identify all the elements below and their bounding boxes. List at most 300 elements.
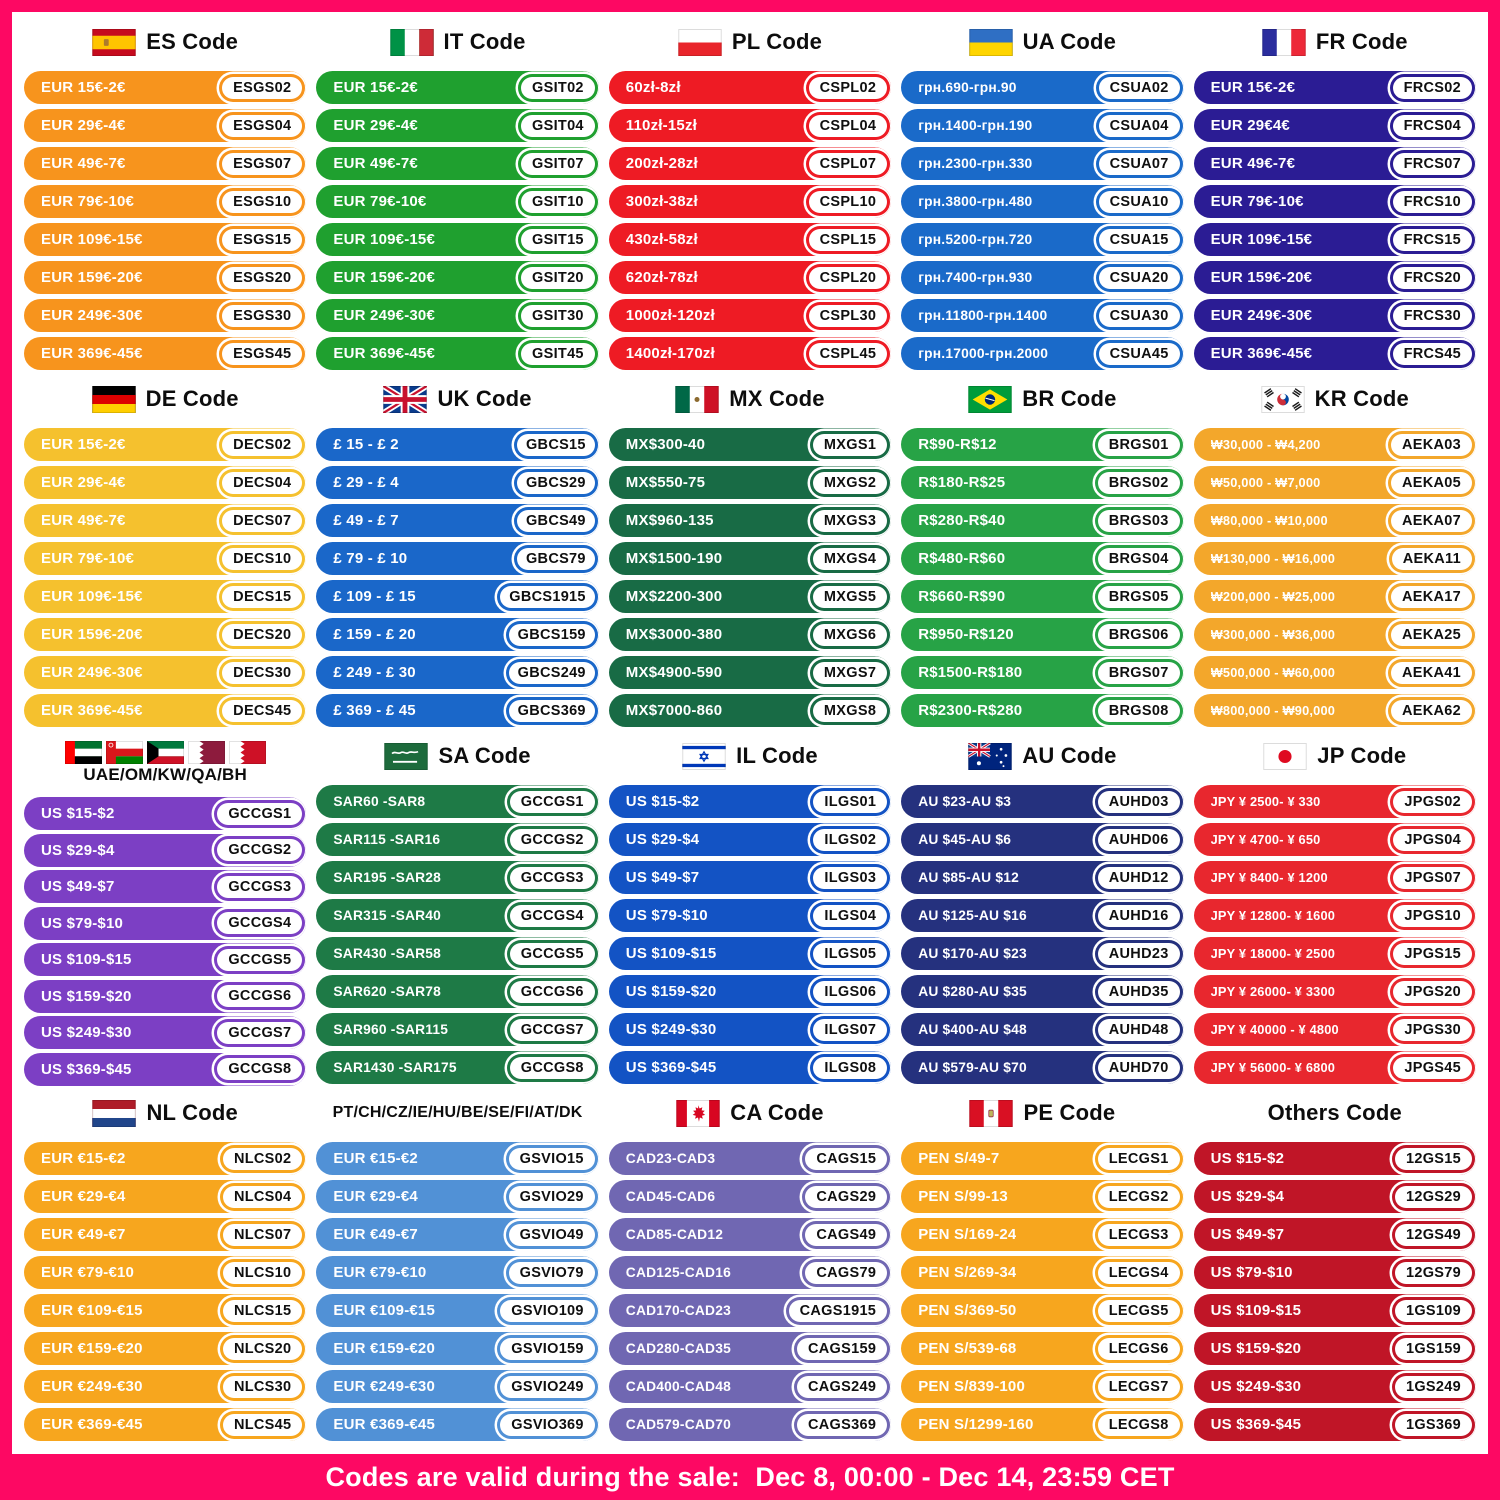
coupon-code: GCCGS3	[217, 876, 302, 898]
coupon-pill-de-5	[24, 618, 306, 651]
coupon-pill-others-2	[1194, 1218, 1476, 1251]
coupon-code: AEKA62	[1391, 700, 1472, 722]
coupon-pill-gbcs-5	[316, 618, 598, 651]
price-range: ₩200,000 - ₩25,000	[1210, 589, 1336, 604]
price-range: US $249-$30	[625, 1021, 717, 1038]
coupon-code: CSPL07	[809, 153, 888, 175]
mx-flag-icon	[675, 386, 719, 413]
coupon-pill-es-3	[24, 185, 306, 218]
footer-bar	[0, 1454, 1500, 1500]
coupon-pill-gcc-1	[24, 834, 306, 867]
price-range: £ 29 - £ 4	[333, 474, 399, 491]
coupon-code: CSPL15	[809, 229, 888, 251]
price-range: EUR 79€-10€	[1210, 193, 1304, 210]
coupon-pill-gbcs-1	[316, 466, 598, 499]
price-range: SAR1430 -SAR175	[333, 1060, 457, 1075]
coupon-code: ESGS04	[222, 115, 302, 137]
coupon-pill-au-3	[901, 899, 1183, 932]
coupon-pill-pl-6	[609, 299, 891, 332]
price-range: EUR 159€-20€	[333, 269, 436, 286]
coupon-pill-nl-3	[24, 1256, 306, 1289]
price-range: AU $45-AU $6	[918, 832, 1012, 847]
coupon-code: BRGS07	[1098, 662, 1180, 684]
price-range: AU $125-AU $16	[918, 908, 1027, 923]
coupon-code: NLCS45	[223, 1414, 302, 1436]
price-range: ₩500,000 - ₩60,000	[1210, 665, 1336, 680]
coupon-code: NLCS02	[223, 1148, 302, 1170]
coupon-list	[901, 66, 1183, 375]
coupon-pill-br-5	[901, 618, 1183, 651]
coupon-board	[12, 12, 1488, 1454]
price-range: PEN S/369-50	[918, 1302, 1017, 1319]
coupon-pill-ca-1	[609, 1180, 891, 1213]
coupon-code: AUHD23	[1098, 943, 1180, 965]
price-range: EUR €249-€30	[41, 1378, 143, 1395]
section-kr	[1194, 375, 1476, 732]
coupon-code: DECS02	[222, 434, 302, 456]
coupon-code: CSUA15	[1099, 229, 1180, 251]
coupon-list	[316, 1137, 598, 1446]
coupon-pill-kr-6	[1194, 656, 1476, 689]
coupon-code: CSUA10	[1099, 191, 1180, 213]
coupon-pill-br-2	[901, 504, 1183, 537]
coupon-pill-pe-4	[901, 1294, 1183, 1327]
coupon-pill-ua-6	[901, 299, 1183, 332]
coupon-pill-others-1	[1194, 1180, 1476, 1213]
coupon-code: AEKA11	[1392, 548, 1472, 570]
section-title: SA Code	[438, 743, 531, 768]
coupon-pill-sa-4	[316, 937, 598, 970]
coupon-pill-de-1	[24, 466, 306, 499]
price-range: CAD45-CAD6	[625, 1189, 716, 1204]
coupon-code: FRCS04	[1393, 115, 1472, 137]
price-range: ₩130,000 - ₩16,000	[1210, 551, 1336, 566]
price-range: EUR 15€-2€	[333, 79, 418, 96]
uk-flag-icon	[383, 386, 427, 413]
coupon-code: CSPL04	[809, 115, 888, 137]
coupon-code: GSIT10	[521, 191, 595, 213]
coupon-pill-nl-6	[24, 1370, 306, 1403]
coupon-code: AUHD16	[1098, 905, 1180, 927]
coupon-pill-es-5	[24, 261, 306, 294]
coupon-code: NLCS20	[223, 1338, 302, 1360]
coupon-code: JPGS02	[1393, 791, 1472, 813]
coupon-code: AEKA05	[1391, 472, 1472, 494]
coupon-list	[316, 780, 598, 1089]
price-range: JPY ¥ 12800- ¥ 1600	[1210, 908, 1336, 923]
coupon-code: AUHD35	[1098, 981, 1180, 1003]
coupon-pill-pe-3	[901, 1256, 1183, 1289]
coupon-pill-jp-5	[1194, 975, 1476, 1008]
coupon-pill-pe-5	[901, 1332, 1183, 1365]
coupon-code: GSVIO15	[509, 1148, 595, 1170]
price-range: JPY ¥ 2500- ¥ 330	[1210, 794, 1321, 809]
coupon-pill-au-1	[901, 823, 1183, 856]
coupon-pill-gcc-7	[24, 1053, 306, 1086]
coupon-pill-gsvio-3	[316, 1256, 598, 1289]
coupon-pill-ua-2	[901, 147, 1183, 180]
coupon-pill-il-1	[609, 823, 891, 856]
coupon-pill-others-6	[1194, 1370, 1476, 1403]
sa-flag-icon	[384, 743, 428, 770]
price-range: грн.2300-грн.330	[918, 156, 1033, 171]
price-range: EUR 49€-7€	[41, 155, 126, 172]
coupon-code: ESGS02	[222, 77, 302, 99]
price-range: EUR €249-€30	[333, 1378, 436, 1395]
section-title: PE Code	[1023, 1100, 1116, 1125]
price-range: EUR 159€-20€	[41, 626, 143, 643]
price-range: £ 249 - £ 30	[333, 664, 416, 681]
coupon-code: ESGS10	[222, 191, 302, 213]
coupon-code: GCCGS2	[217, 839, 302, 861]
section-header	[24, 732, 306, 794]
coupon-pill-jp-2	[1194, 861, 1476, 894]
coupon-pill-others-7	[1194, 1408, 1476, 1441]
price-range: R$480-R$60	[918, 550, 1006, 567]
price-range: EUR 249€-30€	[333, 307, 436, 324]
price-range: MX$1500-190	[625, 550, 723, 567]
price-range: EUR 159€-20€	[41, 269, 143, 286]
coupon-code: AUHD06	[1098, 829, 1180, 851]
coupon-list	[316, 66, 598, 375]
section-ua	[901, 18, 1183, 375]
coupon-pill-es-4	[24, 223, 306, 256]
section-pl	[609, 18, 891, 375]
kw-flag-icon	[147, 741, 184, 764]
price-range: грн.11800-грн.1400	[918, 308, 1048, 323]
coupon-code: GCCGS7	[217, 1022, 302, 1044]
section-title: KR Code	[1314, 386, 1409, 411]
price-range: US $49-$7	[1210, 1226, 1285, 1243]
coupon-code: ILGS03	[813, 867, 887, 889]
coupon-code: GBCS49	[517, 510, 595, 532]
section-header	[24, 1089, 306, 1137]
coupon-code: GBCS1915	[500, 586, 595, 608]
price-range: CAD23-CAD3	[625, 1151, 716, 1166]
price-range: CAD125-CAD16	[625, 1265, 731, 1280]
coupon-pill-de-6	[24, 656, 306, 689]
price-range: EUR €49-€7	[41, 1226, 126, 1243]
price-range: US $109-$15	[1210, 1302, 1302, 1319]
coupon-code: CSUA20	[1099, 267, 1180, 289]
coupon-code: 1GS109	[1395, 1300, 1472, 1322]
coupon-pill-nl-2	[24, 1218, 306, 1251]
price-range: £ 369 - £ 45	[333, 702, 416, 719]
section-title: BR Code	[1022, 386, 1117, 411]
coupon-pill-au-4	[901, 937, 1183, 970]
section-title: PT/CH/CZ/IE/HU/BE/SE/FI/AT/DK	[332, 1104, 583, 1121]
coupon-pill-au-5	[901, 975, 1183, 1008]
coupon-list	[24, 423, 306, 732]
coupon-code: MXGS4	[813, 548, 887, 570]
coupon-pill-kr-7	[1194, 694, 1476, 727]
price-range: PEN S/99-13	[918, 1188, 1008, 1205]
price-range: R$2300-R$280	[918, 702, 1023, 719]
coupon-pill-es-7	[24, 337, 306, 370]
section-header	[316, 1089, 598, 1137]
coupon-code: GBCS15	[517, 434, 595, 456]
coupon-pill-de-3	[24, 542, 306, 575]
coupon-code: GCCGS6	[217, 985, 302, 1007]
coupon-pill-it-1	[316, 109, 598, 142]
price-range: US $15-$2	[625, 793, 700, 810]
coupon-code: FRCS45	[1393, 343, 1472, 365]
section-br	[901, 375, 1183, 732]
section-header	[609, 732, 891, 780]
coupon-code: CSPL02	[809, 77, 888, 99]
price-range: 110zł-15zł	[625, 117, 698, 134]
coupon-code: MXGS7	[813, 662, 887, 684]
flag-row	[675, 386, 719, 413]
coupon-pill-sa-5	[316, 975, 598, 1008]
coupon-list	[316, 423, 598, 732]
price-range: EUR 29€-4€	[41, 117, 126, 134]
coupon-pill-mx-7	[609, 694, 891, 727]
coupon-pill-ca-7	[609, 1408, 891, 1441]
coupon-pill-ca-5	[609, 1332, 891, 1365]
section-header	[316, 732, 598, 780]
coupon-code: GSVIO49	[509, 1224, 595, 1246]
price-range: US $49-$7	[41, 878, 115, 896]
coupon-code: BRGS03	[1098, 510, 1180, 532]
price-range: ₩30,000 - ₩4,200	[1210, 437, 1321, 452]
coupon-code: GCCGS8	[217, 1058, 302, 1080]
coupon-code: FRCS15	[1393, 229, 1472, 251]
price-range: ₩800,000 - ₩90,000	[1210, 703, 1336, 718]
coupon-pill-pe-6	[901, 1370, 1183, 1403]
price-range: SAR115 -SAR16	[333, 832, 441, 847]
price-range: EUR €15-€2	[333, 1150, 418, 1167]
coupon-code: AEKA07	[1391, 510, 1472, 532]
coupon-pill-it-2	[316, 147, 598, 180]
coupon-code: GCCGS3	[510, 867, 595, 889]
coupon-list	[1194, 780, 1476, 1089]
price-range: EUR 249€-30€	[41, 664, 143, 681]
coupon-pill-de-2	[24, 504, 306, 537]
price-range: грн.7400-грн.930	[918, 270, 1033, 285]
coupon-code: GSIT07	[521, 153, 595, 175]
coupon-pill-ua-3	[901, 185, 1183, 218]
price-range: JPY ¥ 40000 - ¥ 4800	[1210, 1022, 1339, 1037]
price-range: PEN S/839-100	[918, 1378, 1026, 1395]
coupon-code: LECGS2	[1098, 1186, 1180, 1208]
price-range: JPY ¥ 4700- ¥ 650	[1210, 832, 1321, 847]
price-range: US $159-$20	[41, 987, 132, 1005]
coupon-code: LECGS1	[1098, 1148, 1180, 1170]
coupon-code: GCCGS1	[510, 791, 595, 813]
price-range: грн.690-грн.90	[918, 80, 1017, 95]
coupon-code: DECS10	[222, 548, 302, 570]
price-range: EUR 79€-10€	[41, 550, 135, 567]
coupon-list	[1194, 423, 1476, 732]
coupon-code: ILGS05	[813, 943, 887, 965]
coupon-code: DECS20	[222, 624, 302, 646]
price-range: EUR 369€-45€	[1210, 345, 1313, 362]
coupon-pill-fr-0	[1194, 71, 1476, 104]
price-range: грн.1400-грн.190	[918, 118, 1033, 133]
coupon-pill-nl-5	[24, 1332, 306, 1365]
price-range: 430zł-58zł	[625, 231, 698, 248]
coupon-pill-gsvio-1	[316, 1180, 598, 1213]
coupon-pill-fr-3	[1194, 185, 1476, 218]
section-header	[316, 18, 598, 66]
price-range: MX$4900-590	[625, 664, 723, 681]
price-range: £ 15 - £ 2	[333, 436, 399, 453]
coupon-pill-sa-1	[316, 823, 598, 856]
price-range: US $79-$10	[41, 914, 124, 932]
price-range: US $369-$45	[1210, 1416, 1302, 1433]
price-range: US $29-$4	[41, 841, 115, 859]
coupon-pill-gsvio-0	[316, 1142, 598, 1175]
price-range: US $109-$15	[625, 945, 717, 962]
coupon-pill-br-4	[901, 580, 1183, 613]
coupon-code: ILGS07	[813, 1019, 887, 1041]
flag-row	[65, 741, 266, 764]
coupon-pill-ua-5	[901, 261, 1183, 294]
coupon-code: NLCS10	[223, 1262, 302, 1284]
section-header	[901, 18, 1183, 66]
flag-row	[969, 1100, 1013, 1127]
price-range: MX$550-75	[625, 474, 706, 491]
price-range: AU $280-AU $35	[918, 984, 1027, 999]
coupon-pill-jp-7	[1194, 1051, 1476, 1084]
section-sa	[316, 732, 598, 1089]
coupon-code: CSPL10	[809, 191, 888, 213]
price-range: 1400zł-170zł	[625, 345, 715, 362]
coupon-pill-mx-6	[609, 656, 891, 689]
price-range: R$180-R$25	[918, 474, 1006, 491]
coupon-code: LECGS7	[1098, 1376, 1180, 1398]
section-title: AU Code	[1022, 743, 1117, 768]
section-title: UA Code	[1022, 29, 1117, 54]
coupon-code: LECGS5	[1098, 1300, 1180, 1322]
coupon-code: ESGS07	[222, 153, 302, 175]
coupon-pill-gbcs-0	[316, 428, 598, 461]
coupon-code: JPGS07	[1393, 867, 1472, 889]
coupon-pill-mx-5	[609, 618, 891, 651]
coupon-code: GSIT45	[521, 343, 595, 365]
price-range: CAD85-CAD12	[625, 1227, 724, 1242]
coupon-pill-il-0	[609, 785, 891, 818]
coupon-pill-au-7	[901, 1051, 1183, 1084]
coupon-list	[901, 780, 1183, 1089]
price-range: EUR €369-€45	[333, 1416, 436, 1433]
section-pe	[901, 1089, 1183, 1446]
section-header	[1194, 18, 1476, 66]
price-range: EUR 249€-30€	[1210, 307, 1313, 324]
jp-flag-icon	[1263, 743, 1307, 770]
price-range: £ 109 - £ 15	[333, 588, 416, 605]
coupon-pill-gcc-3	[24, 907, 306, 940]
coupon-code: AEKA17	[1391, 586, 1472, 608]
price-range: US $29-$4	[1210, 1188, 1285, 1205]
price-range: SAR620 -SAR78	[333, 984, 442, 999]
coupon-code: CAGS249	[797, 1376, 887, 1398]
coupon-code: BRGS05	[1098, 586, 1180, 608]
coupon-pill-it-0	[316, 71, 598, 104]
section-title: UAE/OM/KW/QA/BH	[83, 765, 247, 784]
coupon-pill-ua-4	[901, 223, 1183, 256]
coupon-pill-sa-6	[316, 1013, 598, 1046]
price-range: EUR 49€-7€	[333, 155, 418, 172]
section-ca	[609, 1089, 891, 1446]
coupon-pill-de-4	[24, 580, 306, 613]
pe-flag-icon	[969, 1100, 1013, 1127]
coupon-code: MXGS8	[813, 700, 887, 722]
price-range: ₩80,000 - ₩10,000	[1210, 513, 1328, 528]
price-range: £ 49 - £ 7	[333, 512, 399, 529]
coupon-pill-il-2	[609, 861, 891, 894]
coupon-code: CAGS369	[797, 1414, 887, 1436]
coupon-pill-gbcs-3	[316, 542, 598, 575]
coupon-pill-gcc-5	[24, 980, 306, 1013]
price-range: US $249-$30	[1210, 1378, 1302, 1395]
coupon-code: NLCS07	[223, 1224, 302, 1246]
coupon-pill-es-1	[24, 109, 306, 142]
coupon-pill-gbcs-6	[316, 656, 598, 689]
section-others	[1194, 1089, 1476, 1446]
om-flag-icon	[106, 741, 143, 764]
coupon-pill-pl-7	[609, 337, 891, 370]
coupon-code: 12GS79	[1395, 1262, 1472, 1284]
coupon-pill-gsvio-2	[316, 1218, 598, 1251]
fr-flag-icon	[1262, 29, 1306, 56]
coupon-pill-nl-4	[24, 1294, 306, 1327]
price-range: EUR 15€-2€	[1210, 79, 1296, 96]
price-range: EUR €29-€4	[41, 1188, 126, 1205]
section-header	[901, 375, 1183, 423]
coupon-code: CSUA30	[1099, 305, 1180, 327]
flag-row	[383, 386, 427, 413]
section-title: FR Code	[1315, 29, 1408, 54]
flag-row	[1261, 386, 1305, 413]
coupon-code: ILGS06	[813, 981, 887, 1003]
price-range: £ 159 - £ 20	[333, 626, 416, 643]
price-range: EUR 49€-7€	[41, 512, 126, 529]
coupon-code: GSIT20	[521, 267, 595, 289]
section-au	[901, 732, 1183, 1089]
es-flag-icon	[92, 29, 136, 56]
section-it	[316, 18, 598, 375]
coupon-pill-es-2	[24, 147, 306, 180]
coupon-pill-sa-2	[316, 861, 598, 894]
coupon-grid	[24, 18, 1476, 1446]
price-range: 60zł-8zł	[625, 79, 681, 96]
price-range: EUR 109€-15€	[333, 231, 436, 248]
price-range: EUR €49-€7	[333, 1226, 418, 1243]
coupon-pill-br-1	[901, 466, 1183, 499]
coupon-pill-au-0	[901, 785, 1183, 818]
coupon-code: CSUA02	[1099, 77, 1180, 99]
coupon-pill-others-5	[1194, 1332, 1476, 1365]
coupon-pill-fr-6	[1194, 299, 1476, 332]
coupon-code: JPGS04	[1393, 829, 1472, 851]
coupon-list	[24, 1137, 306, 1446]
coupon-pill-pe-1	[901, 1180, 1183, 1213]
coupon-list	[609, 1137, 891, 1446]
coupon-pill-mx-2	[609, 504, 891, 537]
coupon-code: LECGS6	[1098, 1338, 1180, 1360]
coupon-pill-il-6	[609, 1013, 891, 1046]
price-range: EUR 159€-20€	[1210, 269, 1313, 286]
section-jp	[1194, 732, 1476, 1089]
price-range: £ 79 - £ 10	[333, 550, 408, 567]
price-range: MX$3000-380	[625, 626, 723, 643]
price-range: грн.17000-грн.2000	[918, 346, 1049, 361]
coupon-list	[609, 66, 891, 375]
coupon-pill-de-0	[24, 428, 306, 461]
price-range: US $159-$20	[625, 983, 717, 1000]
